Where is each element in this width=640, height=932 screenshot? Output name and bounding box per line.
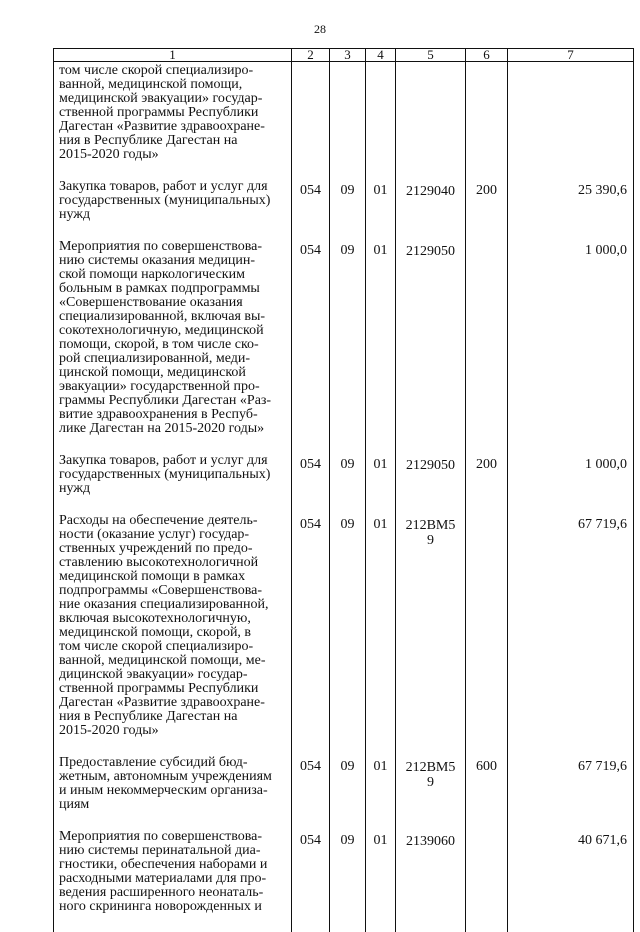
row-expense-type <box>466 514 508 756</box>
row-amount: 1 000,0 <box>508 454 634 514</box>
table-row <box>54 180 634 240</box>
row-section-code: 09 <box>330 830 366 932</box>
row-amount <box>508 62 634 181</box>
table-row <box>54 240 634 454</box>
table-row <box>54 454 634 514</box>
row-amount: 67 719,6 <box>508 756 634 830</box>
row-name: Закупка товаров, работ и услуг для государственных (муниципальных) нужд <box>54 454 292 514</box>
header-col-3: 3 <box>330 49 366 62</box>
row-amount: 40 671,6 <box>508 830 634 932</box>
row-subsection-code: 01 <box>366 830 396 932</box>
header-col-2: 2 <box>292 49 330 62</box>
row-ministry-code: 054 <box>292 454 330 514</box>
table-row <box>54 62 634 181</box>
row-expense-type <box>466 62 508 181</box>
row-amount: 67 719,6 <box>508 514 634 756</box>
table-row <box>54 514 634 756</box>
row-subsection-code <box>366 62 396 181</box>
row-ministry-code: 054 <box>292 514 330 756</box>
row-name: Мероприятия по совершенствова- нию системы оказания медицин- ской помощи наркологическим больным в рамках подпрограммы «Совершенствование оказания специализированной, включая вы- сокотехнологичную, медицинской помощи, скорой, в том числе ско- рой специализированной, меди- цинской помощи, медицинской эвакуации» государственной про- граммы Республики Дагестан «Раз- витие здравоохранения в Респуб- лике Дагестан на 2015-2020 годы» <box>54 240 292 454</box>
table-header-row <box>54 49 634 62</box>
row-subsection-code: 01 <box>366 454 396 514</box>
row-amount: 1 000,0 <box>508 240 634 454</box>
row-expense-type: 200 <box>466 454 508 514</box>
header-col-1: 1 <box>54 49 292 62</box>
row-ministry-code: 054 <box>292 756 330 830</box>
row-section-code: 09 <box>330 756 366 830</box>
row-name: Предоставление субсидий бюд- жетным, автономным учреждениям и иным некоммерческим организа- циям <box>54 756 292 830</box>
row-expense-type <box>466 240 508 454</box>
row-expense-type: 200 <box>466 180 508 240</box>
header-col-7: 7 <box>508 49 634 62</box>
page-number: 28 <box>314 22 326 36</box>
budget-table <box>53 48 634 932</box>
row-subsection-code: 01 <box>366 514 396 756</box>
row-expense-type <box>466 830 508 932</box>
row-target-code: 2129040 <box>396 180 466 240</box>
header-col-5: 5 <box>396 49 466 62</box>
row-amount: 25 390,6 <box>508 180 634 240</box>
table-row <box>54 830 634 932</box>
row-section-code: 09 <box>330 240 366 454</box>
row-ministry-code: 054 <box>292 830 330 932</box>
row-section-code: 09 <box>330 514 366 756</box>
row-name: Расходы на обеспечение деятель- ности (оказание услуг) государ- ственных учреждений по предо- ставлению высокотехнологичной медицинской помощи в рамках подпрограммы «Совершенствова- ние оказания специализированной, включая высокотехнологичную, медицинской помощи, скорой, в том числе скорой специализиро- ванной, медицинской помощи, ме- дицинской эвакуации» государ- ственной программы Республики Дагестан «Развитие здравоохране- ния в Республике Дагестан на 2015-2020 годы» <box>54 514 292 756</box>
row-ministry-code <box>292 62 330 181</box>
header-col-6: 6 <box>466 49 508 62</box>
row-expense-type: 600 <box>466 756 508 830</box>
row-subsection-code: 01 <box>366 240 396 454</box>
row-section-code: 09 <box>330 454 366 514</box>
row-name: том числе скорой специализиро- ванной, медицинской помощи, медицинской эвакуации» государ- ственной программы Республики Дагестан «Развитие здравоохране- ния в Республике Дагестан на 2015-2020 годы» <box>54 62 292 181</box>
row-section-code: 09 <box>330 180 366 240</box>
row-ministry-code: 054 <box>292 240 330 454</box>
row-target-code: 212ВМ5 9 <box>396 756 466 830</box>
table-row <box>54 756 634 830</box>
row-ministry-code: 054 <box>292 180 330 240</box>
row-target-code <box>396 62 466 181</box>
header-col-4: 4 <box>366 49 396 62</box>
row-subsection-code: 01 <box>366 180 396 240</box>
row-target-code: 212ВМ5 9 <box>396 514 466 756</box>
row-name: Мероприятия по совершенствова- нию системы перинатальной диа- гностики, обеспечения наборами и расходными материалами для про- ведения расширенного неонаталь- ного скрининга новорожденных и <box>54 830 292 932</box>
row-target-code: 2139060 <box>396 830 466 932</box>
row-subsection-code: 01 <box>366 756 396 830</box>
row-target-code: 2129050 <box>396 240 466 454</box>
row-target-code: 2129050 <box>396 454 466 514</box>
row-name: Закупка товаров, работ и услуг для государственных (муниципальных) нужд <box>54 180 292 240</box>
row-section-code <box>330 62 366 181</box>
